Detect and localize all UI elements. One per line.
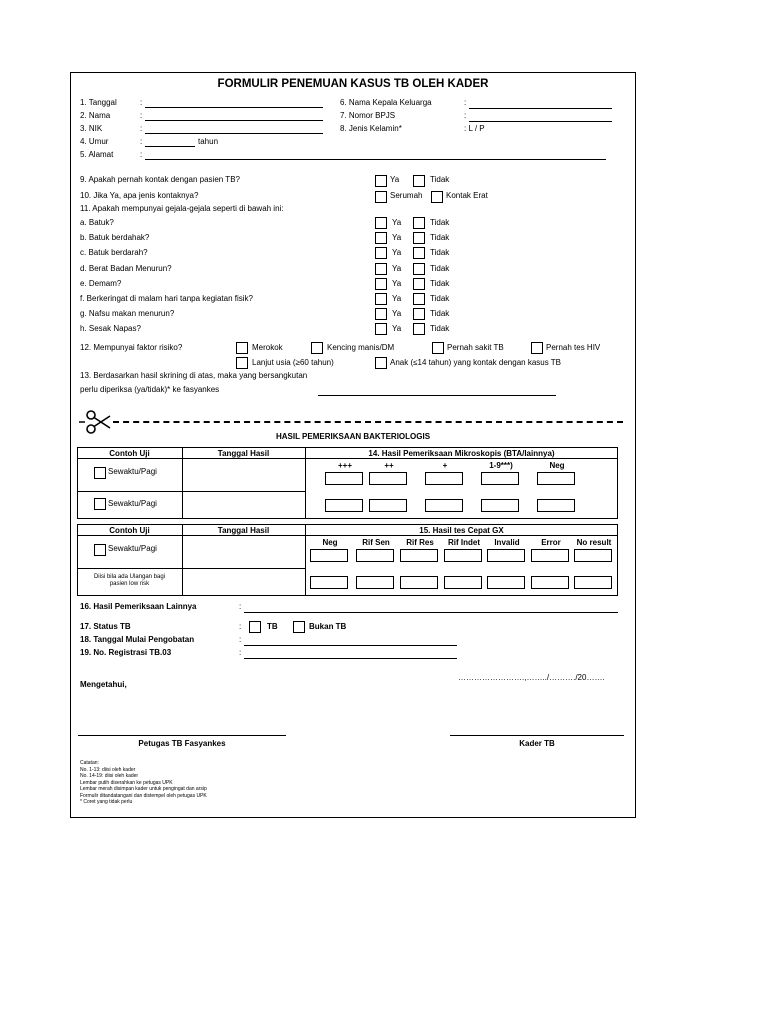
symptom-ya-checkbox[interactable] [375, 263, 387, 275]
gx-box-row1[interactable] [400, 549, 438, 562]
gx-result-header: Error [541, 538, 561, 547]
q17-tb-checkbox[interactable] [249, 621, 261, 633]
symptom-tidak-checkbox[interactable] [413, 278, 425, 290]
symptom-ya-label: Ya [392, 279, 402, 288]
gx-box-row2[interactable] [574, 576, 612, 589]
q17-bukan-tb-label: Bukan TB [309, 622, 347, 631]
grade-header: Neg [549, 461, 565, 470]
umur-field[interactable] [145, 146, 195, 147]
grade-header: 1-9***) [489, 461, 513, 470]
symptom-label: g. Nafsu makan menurun? [80, 309, 175, 318]
symptom-ya-label: Ya [392, 324, 402, 333]
grade-box-row1[interactable] [325, 472, 363, 485]
t1-row1-checkbox[interactable] [94, 467, 106, 479]
q16-field[interactable] [244, 612, 618, 613]
tanggal-field[interactable] [145, 107, 323, 108]
symptom-ya-checkbox[interactable] [375, 247, 387, 259]
risk-dm-label: Kencing manis/DM [327, 343, 395, 352]
symptom-tidak-label: Tidak [430, 294, 450, 303]
sign-petugas-label: Petugas TB Fasyankes [138, 739, 226, 748]
alamat-field[interactable] [145, 159, 606, 160]
grade-box-row1[interactable] [369, 472, 407, 485]
t2-row2-note-1: Diisi bila ada Ulangan bagi [93, 574, 166, 580]
risk-hiv-checkbox[interactable] [531, 342, 543, 354]
note-line: Formulir ditandatangani dan distempel oleh petugas UPK [80, 792, 207, 799]
symptom-tidak-label: Tidak [430, 309, 450, 318]
grade-box-row1[interactable] [537, 472, 575, 485]
sign-kader-label: Kader TB [519, 739, 555, 748]
risk-hiv-label: Pernah tes HIV [546, 343, 601, 352]
q10-kontak-erat-checkbox[interactable] [431, 191, 443, 203]
q10-serumah-label: Serumah [390, 191, 423, 200]
label-bpjs: 7. Nomor BPJS [340, 111, 396, 120]
t2-row1-label: Sewaktu/Pagi [108, 544, 157, 553]
symptom-ya-label: Ya [392, 233, 402, 242]
symptom-label: h. Sesak Napas? [80, 324, 141, 333]
risk-lansia-label: Lanjut usia (≥60 tahun) [252, 358, 334, 367]
gx-result-header: Invalid [494, 538, 520, 547]
symptom-tidak-label: Tidak [430, 218, 450, 227]
risk-tb-checkbox[interactable] [432, 342, 444, 354]
jenis-kelamin-value[interactable]: : L / P [464, 124, 485, 133]
grade-box-row1[interactable] [425, 472, 463, 485]
gx-result-header: Rif Sen [362, 538, 390, 547]
label-umur: 4. Umur [80, 137, 109, 146]
symptom-label: a. Batuk? [80, 218, 114, 227]
symptom-tidak-label: Tidak [430, 233, 450, 242]
risk-dm-checkbox[interactable] [311, 342, 323, 354]
symptom-label: e. Demam? [80, 279, 122, 288]
label-nik: 3. NIK [80, 124, 103, 133]
sep: : [239, 635, 242, 644]
t1-row2-label: Sewaktu/Pagi [108, 499, 157, 508]
note-line: Catatan: [80, 760, 99, 766]
nik-field[interactable] [145, 133, 323, 134]
risk-anak-checkbox[interactable] [375, 357, 387, 369]
q16-label: 16. Hasil Pemeriksaan Lainnya [80, 602, 197, 611]
gx-result-header: No result [576, 538, 612, 547]
gx-box-row2[interactable] [487, 576, 525, 589]
symptom-tidak-checkbox[interactable] [413, 323, 425, 335]
risk-merokok-label: Merokok [252, 343, 283, 352]
q9-label: 9. Apakah pernah kontak dengan pasien TB? [80, 175, 240, 184]
gx-box-row1[interactable] [487, 549, 525, 562]
date-place-line[interactable]: …………………….,……../………./20……. [458, 673, 605, 682]
symptom-ya-label: Ya [392, 294, 402, 303]
gx-box-row2[interactable] [444, 576, 482, 589]
q17-label: 17. Status TB [80, 622, 131, 631]
symptom-tidak-checkbox[interactable] [413, 247, 425, 259]
symptom-tidak-label: Tidak [430, 248, 450, 257]
note-line: No. 1-13: diisi oleh kader [80, 766, 136, 773]
grade-box-row2[interactable] [369, 499, 407, 512]
note-line: Lembar merah disimpan kader untuk pengingat dan arsip [80, 786, 207, 792]
q18-field[interactable] [244, 645, 457, 646]
grade-header: + [442, 461, 448, 470]
risk-anak-label: Anak (≤14 tahun) yang kontak dengan kasus TB [390, 358, 562, 367]
t1-col-mikroskopis: 14. Hasil Pemeriksaan Mikroskopis (BTA/lainnya) [368, 449, 555, 458]
sep: : [464, 98, 467, 107]
gx-box-row2[interactable] [356, 576, 394, 589]
signature-line-kader[interactable] [450, 735, 624, 736]
t2-row2-note-2: pasien low risk [109, 581, 150, 587]
t1-row2-checkbox[interactable] [94, 498, 106, 510]
symptom-tidak-checkbox[interactable] [413, 217, 425, 229]
sep: : [140, 111, 143, 120]
gx-box-row1[interactable] [531, 549, 569, 562]
label-alamat: 5. Alamat [80, 150, 114, 159]
form-title: FORMULIR PENEMUAN KASUS TB OLEH KADER [217, 78, 489, 90]
q10-kontak-erat-label: Kontak Erat [446, 191, 488, 200]
symptom-tidak-checkbox[interactable] [413, 293, 425, 305]
q13-label-line1: 13. Berdasarkan hasil skrining di atas, maka yang bersangkutan [80, 371, 308, 380]
gx-result-header: Neg [322, 538, 338, 547]
mengetahui-label: Mengetahui, [80, 680, 127, 689]
q9-ya-checkbox[interactable] [375, 175, 387, 187]
label-jenis-kelamin: 8. Jenis Kelamin* [340, 124, 402, 133]
cut-line [113, 421, 623, 423]
sep: : [239, 648, 242, 657]
symptom-label: f. Berkeringat di malam hari tanpa kegiatan fisik? [80, 294, 253, 303]
t1-col-tanggal-hasil: Tanggal Hasil [217, 449, 270, 458]
note-line: Lembar putih diserahkan ke petugas UPK [80, 779, 173, 786]
symptom-ya-checkbox[interactable] [375, 293, 387, 305]
q9-ya-label: Ya [390, 175, 400, 184]
grade-header: ++ [384, 461, 394, 470]
q17-bukan-tb-checkbox[interactable] [293, 621, 305, 633]
q10-label: 10. Jika Ya, apa jenis kontaknya? [80, 191, 199, 200]
gx-box-row1[interactable] [444, 549, 482, 562]
label-tanggal: 1. Tanggal [80, 98, 117, 107]
symptom-ya-label: Ya [392, 309, 402, 318]
t2-col-gx: 15. Hasil tes Cepat GX [419, 526, 504, 535]
symptom-label: d. Berat Badan Menurun? [80, 264, 172, 273]
symptom-tidak-checkbox[interactable] [413, 263, 425, 275]
symptom-tidak-label: Tidak [430, 279, 450, 288]
sep: : [464, 111, 467, 120]
q11-label: 11. Apakah mempunyai gejala-gejala seperti di bawah ini: [80, 204, 284, 213]
symptom-tidak-checkbox[interactable] [413, 308, 425, 320]
gx-box-row2[interactable] [400, 576, 438, 589]
symptom-ya-checkbox[interactable] [375, 232, 387, 244]
q17-tb-label: TB [267, 622, 278, 631]
q9-tidak-checkbox[interactable] [413, 175, 425, 187]
label-nama: 2. Nama [80, 111, 111, 120]
q19-field[interactable] [244, 658, 457, 659]
symptom-tidak-checkbox[interactable] [413, 232, 425, 244]
bpjs-field[interactable] [469, 121, 612, 122]
sep: : [140, 124, 143, 133]
sep: : [239, 622, 242, 631]
risk-tb-label: Pernah sakit TB [447, 343, 504, 352]
q12-label: 12. Mempunyai faktor risiko? [80, 343, 183, 352]
nama-field[interactable] [145, 120, 323, 121]
q13-field[interactable] [318, 395, 556, 396]
gx-box-row2[interactable] [310, 576, 348, 589]
grade-box-row2[interactable] [425, 499, 463, 512]
note-line: * Coret yang tidak perlu [80, 799, 133, 805]
t2-row1-checkbox[interactable] [94, 544, 106, 556]
grade-box-row2[interactable] [325, 499, 363, 512]
gx-box-row2[interactable] [531, 576, 569, 589]
note-line: No. 14-19: diisi oleh kader [80, 773, 139, 779]
t2-col-tanggal-hasil: Tanggal Hasil [217, 526, 270, 535]
grade-box-row2[interactable] [481, 499, 519, 512]
symptom-ya-checkbox[interactable] [375, 308, 387, 320]
symptom-ya-label: Ya [392, 264, 402, 273]
sep: : [239, 602, 242, 611]
t1-row1-label: Sewaktu/Pagi [108, 467, 157, 476]
kepala-keluarga-field[interactable] [469, 108, 612, 109]
q10-serumah-checkbox[interactable] [375, 191, 387, 203]
q13-label-line2: perlu diperiksa (ya/tidak)* ke fasyankes [80, 385, 220, 394]
symptom-ya-label: Ya [392, 218, 402, 227]
label-kepala-keluarga: 6. Nama Kepala Keluarga [340, 98, 432, 107]
q19-label: 19. No. Registrasi TB.03 [80, 648, 172, 657]
sep: : [140, 98, 143, 107]
gx-box-row1[interactable] [310, 549, 348, 562]
symptom-ya-checkbox[interactable] [375, 323, 387, 335]
t2-col-contoh-uji: Contoh Uji [109, 526, 150, 535]
q18-label: 18. Tanggal Mulai Pengobatan [80, 635, 195, 644]
symptom-tidak-label: Tidak [430, 324, 450, 333]
sep: : [140, 137, 143, 146]
symptom-tidak-label: Tidak [430, 264, 450, 273]
signature-line-petugas[interactable] [78, 735, 286, 736]
symptom-ya-checkbox[interactable] [375, 217, 387, 229]
t1-col-contoh-uji: Contoh Uji [109, 449, 150, 458]
lab-section-title: HASIL PEMERIKSAAN BAKTERIOLOGIS [275, 432, 431, 441]
grade-header: +++ [337, 461, 352, 470]
umur-suffix: tahun [198, 137, 219, 146]
sep: : [140, 150, 143, 159]
gx-box-row1[interactable] [574, 549, 612, 562]
symptom-label: c. Batuk berdarah? [80, 248, 148, 257]
grade-box-row1[interactable] [481, 472, 519, 485]
gx-box-row1[interactable] [356, 549, 394, 562]
symptom-label: b. Batuk berdahak? [80, 233, 150, 242]
grade-box-row2[interactable] [537, 499, 575, 512]
gx-result-header: Rif Res [406, 538, 434, 547]
risk-merokok-checkbox[interactable] [236, 342, 248, 354]
risk-lansia-checkbox[interactable] [236, 357, 248, 369]
q9-tidak-label: Tidak [430, 175, 450, 184]
symptom-ya-label: Ya [392, 248, 402, 257]
symptom-ya-checkbox[interactable] [375, 278, 387, 290]
gx-result-header: Rif Indet [448, 538, 480, 547]
